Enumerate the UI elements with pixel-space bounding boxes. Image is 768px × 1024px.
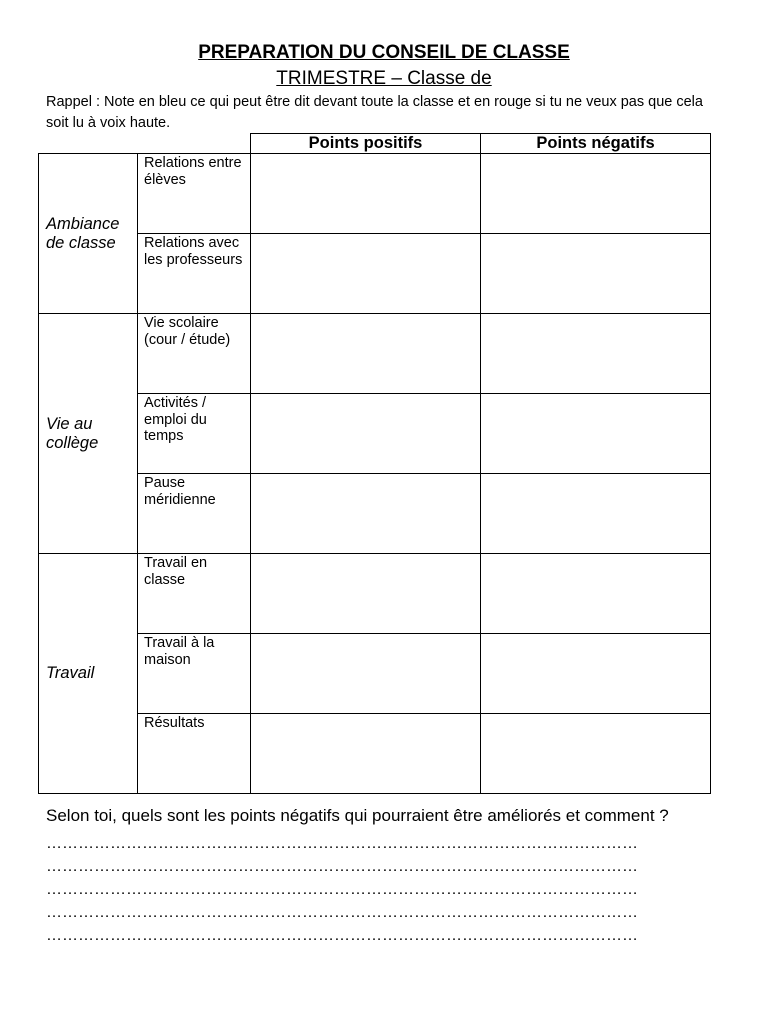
table-row	[39, 714, 711, 794]
document-title: PREPARATION DU CONSEIL DE CLASSE	[198, 42, 570, 63]
column-header-negative: Points négatifs	[481, 134, 711, 154]
positive-cell[interactable]	[251, 714, 481, 794]
table-row	[39, 394, 711, 474]
reminder-text: Rappel : Note en bleu ce qui peut être dit devant toute la classe et en rouge si tu ne veux pas que cela soit lu à voix haute.	[46, 94, 703, 131]
positive-cell[interactable]	[251, 394, 481, 474]
row-label: Relations avec les professeurs	[138, 234, 251, 314]
answer-line[interactable]: …………………………………………………………………………………………………	[46, 835, 638, 852]
evaluation-table	[38, 133, 711, 794]
section-label-travail: Travail	[39, 554, 138, 794]
negative-cell[interactable]	[481, 474, 711, 554]
row-label: Relations entre élèves	[138, 154, 251, 234]
positive-cell[interactable]	[251, 634, 481, 714]
negative-cell[interactable]	[481, 234, 711, 314]
row-label: Travail en classe	[138, 554, 251, 634]
table-header-row	[39, 134, 711, 154]
table-row	[39, 634, 711, 714]
negative-cell[interactable]	[481, 154, 711, 234]
table-row	[39, 314, 711, 394]
column-header-positive: Points positifs	[251, 134, 481, 154]
row-label: Pause méridienne	[138, 474, 251, 554]
table-row	[39, 554, 711, 634]
row-label: Travail à la maison	[138, 634, 251, 714]
negative-cell[interactable]	[481, 314, 711, 394]
answer-line[interactable]: …………………………………………………………………………………………………	[46, 904, 638, 921]
answer-line[interactable]: …………………………………………………………………………………………………	[46, 927, 638, 944]
positive-cell[interactable]	[251, 474, 481, 554]
section-label-vie-college: Vie au collège	[39, 314, 138, 554]
document-subtitle: TRIMESTRE – Classe de	[276, 68, 492, 89]
positive-cell[interactable]	[251, 154, 481, 234]
negative-cell[interactable]	[481, 394, 711, 474]
answer-area[interactable]	[46, 832, 726, 947]
answer-line[interactable]: …………………………………………………………………………………………………	[46, 858, 638, 875]
answer-line[interactable]: …………………………………………………………………………………………………	[46, 881, 638, 898]
negative-cell[interactable]	[481, 714, 711, 794]
table-row	[39, 154, 711, 234]
table-row	[39, 234, 711, 314]
positive-cell[interactable]	[251, 234, 481, 314]
section-label-ambiance: Ambiance de classe	[39, 154, 138, 314]
table-corner	[39, 134, 251, 154]
negative-cell[interactable]	[481, 554, 711, 634]
improvement-question: Selon toi, quels sont les points négatifs qui pourraient être améliorés et comment ?	[46, 806, 669, 825]
table-row	[39, 474, 711, 554]
row-label: Résultats	[138, 714, 251, 794]
positive-cell[interactable]	[251, 314, 481, 394]
negative-cell[interactable]	[481, 634, 711, 714]
positive-cell[interactable]	[251, 554, 481, 634]
row-label: Activités / emploi du temps	[138, 394, 251, 474]
row-label: Vie scolaire (cour / étude)	[138, 314, 251, 394]
